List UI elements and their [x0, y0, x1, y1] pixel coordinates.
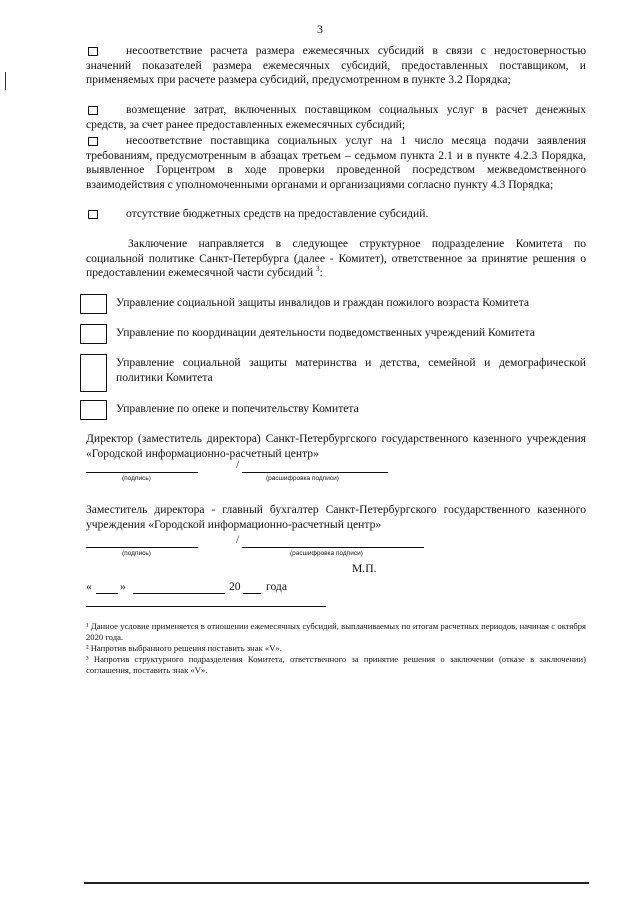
department-option [80, 324, 586, 346]
department-checkbox[interactable] [80, 324, 107, 344]
signature-line[interactable] [86, 547, 198, 548]
signature-title [86, 503, 586, 532]
department-label: Управление по координации деятельности подведомственных учреждений Комитета [116, 326, 535, 339]
signature-label: (подпись) [122, 475, 151, 482]
condition-checkbox[interactable] [88, 137, 98, 146]
department-option [80, 400, 586, 422]
condition-text: отсутствие бюджетных средств на предоставление субсидий. [126, 207, 429, 220]
department-option [80, 294, 586, 316]
slash: / [236, 533, 240, 546]
department-option [80, 354, 586, 394]
footnote-1: ¹ Данное условие применяется в отношении ежемесячных субсидий, выплачиваемых по итогам расчетных периодов, начиная с октября 2020 года. [86, 621, 586, 642]
slash: / [236, 458, 240, 471]
condition-text: возмещение затрат, включенных поставщиком социальных услуг в расчет денежных средств, за счет ранее предоставленных ежемесячных субсидий; [86, 103, 586, 131]
date-year-field[interactable] [243, 593, 261, 594]
bottom-border-line [84, 882, 589, 884]
margin-mark [5, 72, 6, 90]
footnotes [86, 621, 586, 676]
department-label: Управление социальной защиты инвалидов и граждан пожилого возраста Комитета [116, 296, 530, 309]
stamp-placeholder: М.П. [352, 562, 377, 575]
condition-item [86, 44, 586, 88]
department-label: Управление социальной защиты материнства и детства, семейной и демографической политики Комитета [116, 356, 586, 384]
department-checkbox[interactable] [80, 294, 107, 314]
condition-checkbox[interactable] [88, 106, 98, 115]
page-number: 3 [317, 22, 323, 36]
date-month-field[interactable] [133, 593, 225, 594]
department-checkbox[interactable] [80, 354, 107, 392]
condition-checkbox[interactable] [88, 210, 98, 219]
condition-checkbox[interactable] [88, 47, 98, 56]
director-title: Директор (заместитель директора) Санкт-Петербургского государственного казенного учреждения «Городской информационно-расчетный центр» [86, 432, 586, 460]
footnote-ref: 3 [315, 265, 320, 274]
signature-decode-line[interactable] [242, 472, 388, 473]
footnote-separator [86, 606, 326, 607]
signature-decode-line[interactable] [242, 547, 424, 548]
signature-title [86, 432, 586, 461]
date-year-prefix: 20 [229, 580, 241, 593]
footnote-3: ³ Напротив структурного подразделения Комитета, ответственного за принятие решения о заключении (отказе в заключении) соглашения, поставить знак «V». [86, 654, 586, 675]
condition-text: несоответствие поставщика социальных услуг на 1 число месяца подачи заявления требованиям, предусмотренным в абзацах третьем – седьмом пункта 2.1 и в пункте 4.2.3 Порядка, выявленное Горцентром в ходе проверки проведенной посредством межведомственного взаимодействия с уполномоченными органами и организациями согласно пункту 4.3 Порядка; [86, 134, 586, 191]
accountant-title: Заместитель директора - главный бухгалтер Санкт-Петербургского государственного казенного учреждения «Городской информационно-расчетный центр» [86, 503, 586, 531]
condition-item [86, 207, 586, 222]
conclusion-colon: : [319, 266, 323, 280]
condition-item [86, 134, 586, 192]
conclusion-paragraph [86, 237, 586, 281]
condition-item [86, 103, 586, 132]
date-close-quote: » [120, 580, 126, 593]
department-checkbox[interactable] [80, 400, 107, 420]
condition-text: несоответствие расчета размера ежемесячных субсидий в связи с недостоверностью значений показателей размера ежемесячных субсидий, предоставленных поставщиком, и применяемых при расчете размера субсидий, предусмотренном в пункте 3.2 Порядка; [86, 44, 586, 87]
footnote-2: ² Напротив выбранного решения поставить знак «V». [86, 643, 282, 653]
department-label: Управление по опеке и попечительству Комитета [116, 402, 359, 415]
signature-decode-label: (расшифровка подписи) [266, 475, 339, 482]
conclusion-text: Заключение направляется в следующее структурное подразделение Комитета по социальной политике Санкт-Петербурга (далее - Комитет), ответственное за принятие решения о предоставлении ежемесячной части субсидий [86, 237, 586, 280]
signature-label: (подпись) [122, 550, 151, 557]
signature-decode-label: (расшифровка подписи) [290, 550, 363, 557]
date-open-quote: « [86, 580, 92, 593]
date-year-suffix: года [266, 580, 287, 593]
date-day-field[interactable] [96, 593, 118, 594]
signature-line[interactable] [86, 472, 198, 473]
